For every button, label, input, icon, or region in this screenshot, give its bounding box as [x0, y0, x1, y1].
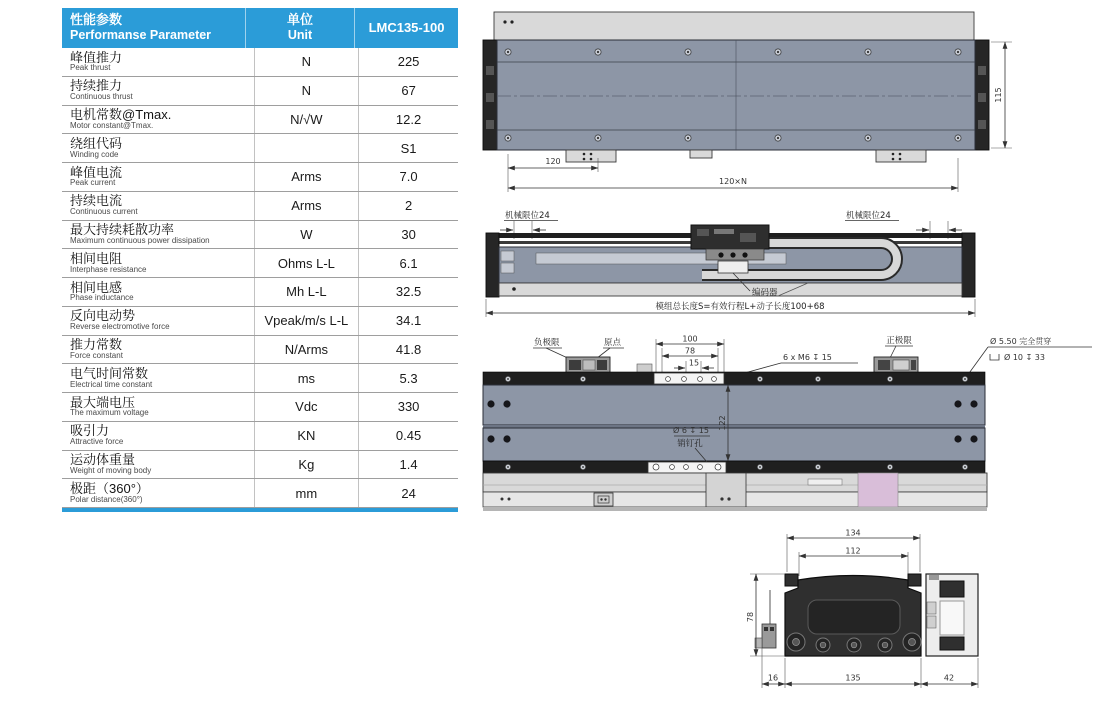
pos-limit-annotation: [885, 335, 913, 358]
param-cn: 相间电阻: [70, 250, 123, 266]
unit-cell: [254, 134, 360, 162]
param-cn: 电气时间常数: [70, 365, 149, 381]
unit-cell: N: [254, 48, 360, 76]
value-cell: 24: [401, 485, 416, 501]
mover-cross-section-shape: [755, 574, 921, 656]
base-assembly-shape: [483, 473, 987, 511]
screw-note: 6 x M6 ↧ 15: [783, 353, 832, 362]
table-row: [62, 106, 458, 135]
header-unit-en: Unit: [287, 28, 313, 43]
table-bottom-accent-bar: [62, 508, 458, 512]
unit-cell: Vpeak/m/s L-L: [254, 307, 360, 335]
param-en: Maximum continuous power dissipation: [70, 235, 210, 245]
dim-122: 122: [718, 415, 727, 431]
through-hole-annotation: [967, 336, 1092, 376]
param-en: Electrical time constant: [70, 379, 153, 389]
end-view-dims-top: [787, 529, 920, 577]
neg-limit-label: 负极限: [534, 338, 560, 348]
unit-cell: N/√W: [254, 106, 360, 134]
pin-hole-label: 销钉孔: [677, 439, 703, 449]
param-cn: 相间电感: [70, 279, 123, 295]
unit-cell: Arms: [254, 192, 360, 220]
unit-cell: mm: [254, 479, 360, 507]
counterbore-note: Ø 10 ↧ 33: [1004, 353, 1045, 362]
table-row: [62, 278, 458, 307]
value-cell: 30: [401, 226, 416, 242]
param-en: Continuous thrust: [70, 92, 133, 102]
header-model: [355, 8, 458, 48]
value-cell: 5.3: [399, 370, 418, 386]
dim-pitch: 120: [545, 157, 561, 166]
spec-table: [62, 8, 458, 512]
value-cell: 330: [397, 399, 420, 415]
header-unit-cn: 单位: [286, 12, 313, 28]
param-cn: 峰值推力: [70, 49, 123, 65]
value-cell: 32.5: [395, 284, 422, 300]
table-row: [62, 192, 458, 221]
dim-112: 112: [845, 546, 861, 556]
value-cell: 2: [404, 198, 413, 214]
header-parameter: [62, 8, 245, 48]
top-view-drawing: [478, 8, 1038, 202]
param-en: Peak current: [70, 178, 116, 188]
neg-limit-annotation: [533, 337, 572, 360]
unit-cell: Ohms L-L: [254, 249, 360, 277]
front-view-drawing: [478, 335, 1102, 517]
param-cn: 运动体重量: [70, 452, 136, 468]
dim-width: 115: [994, 87, 1003, 103]
unit-cell: N: [254, 77, 360, 105]
header-parameter-en: Performanse Parameter: [70, 28, 212, 43]
table-row: [62, 364, 458, 393]
param-cn: 持续推力: [70, 78, 123, 94]
param-cn: 持续电流: [70, 193, 123, 209]
param-cn: 最大端电压: [70, 394, 136, 410]
value-cell: S1: [400, 140, 417, 156]
param-en: Reverse electromotive force: [70, 322, 170, 332]
param-cn: 峰值电流: [70, 164, 123, 180]
limit-sensor-right-shape: [874, 357, 918, 373]
dim-15: 15: [688, 358, 700, 368]
param-en: Polar distance(360°): [70, 494, 143, 504]
param-cn: 电机常数@Tmax.: [70, 107, 172, 123]
spec-table-header: [62, 8, 458, 48]
dim-134: 134: [845, 528, 861, 538]
table-row: [62, 307, 458, 336]
unit-cell: Arms: [254, 163, 360, 191]
pos-limit-label: 正极限: [886, 336, 912, 346]
unit-cell: KN: [254, 422, 360, 450]
front-body-shape: [483, 372, 985, 473]
param-cn: 推力常数: [70, 337, 123, 353]
encoder-label: 编码器: [752, 288, 778, 298]
value-cell: 12.2: [395, 111, 422, 127]
total-length-annotation: [486, 299, 975, 317]
dim-42: 42: [943, 673, 955, 683]
value-cell: 34.1: [395, 313, 422, 329]
pin-hole-note: Ø 6 ↧ 15: [673, 426, 709, 435]
side-view-drawing: [478, 205, 1038, 333]
module-body-shape: [483, 40, 989, 150]
value-cell: 6.1: [399, 255, 418, 271]
header-unit: [245, 8, 355, 48]
counterbore-symbol: [990, 354, 999, 360]
base-plate-shape: [494, 12, 974, 40]
table-row: [62, 134, 458, 163]
value-cell: 67: [401, 83, 416, 99]
unit-cell: N/Arms: [254, 336, 360, 364]
param-en: Force constant: [70, 350, 123, 360]
param-cn: 反向电动势: [70, 308, 136, 324]
param-en: Phase inductance: [70, 293, 134, 303]
param-cn: 吸引力: [70, 423, 110, 439]
cable-carrier-cross-section-shape: [926, 574, 978, 656]
table-row: [62, 48, 458, 77]
table-row: [62, 451, 458, 480]
param-en: Peak thrust: [70, 63, 111, 73]
limit-sensor-left-shape: [566, 357, 610, 373]
dim-16: 16: [767, 673, 779, 683]
value-cell: 1.4: [399, 456, 418, 472]
param-en: Continuous current: [70, 207, 138, 217]
dim-78: 78: [684, 346, 696, 356]
param-en: Weight of moving body: [70, 465, 152, 475]
mech-limit-right-label: 机械限位24: [846, 211, 891, 221]
mounting-tabs-shape: [566, 150, 926, 162]
param-cn: 绕组代码: [70, 135, 123, 151]
end-view-drawing: [726, 518, 996, 702]
table-row: [62, 77, 458, 106]
encoder-shape: [718, 261, 748, 273]
value-cell: 225: [397, 54, 420, 70]
dim-total-length: 120×N: [719, 177, 747, 186]
header-model-label: LMC135-100: [368, 19, 445, 35]
unit-cell: W: [254, 221, 360, 249]
param-cn: 最大持续耗散功率: [70, 222, 175, 238]
through-hole-note: Ø 5.50 完全贯穿: [990, 337, 1052, 346]
mech-limit-left-label: 机械限位24: [505, 211, 550, 221]
table-row: [62, 479, 458, 508]
param-en: Attractive force: [70, 437, 124, 447]
dim-100: 100: [682, 334, 698, 344]
value-cell: 7.0: [399, 169, 418, 185]
param-en: Motor constant@Tmax.: [70, 120, 154, 130]
param-en: The maximum voltage: [70, 408, 149, 418]
top-dimensions: [637, 335, 724, 375]
header-parameter-cn: 性能参数: [70, 12, 123, 28]
total-length-note: 模组总长度S=有效行程L+动子长度100+68: [655, 302, 825, 312]
unit-cell: Mh L-L: [254, 278, 360, 306]
dim-135: 135: [845, 673, 861, 683]
dim-78: 78: [746, 611, 755, 623]
table-row: [62, 249, 458, 278]
param-cn: 极距（360°）: [70, 480, 149, 496]
value-cell: 0.45: [395, 428, 422, 444]
unit-cell: ms: [254, 364, 360, 392]
table-row: [62, 393, 458, 422]
origin-label: 原点: [604, 338, 622, 348]
table-row: [62, 336, 458, 365]
param-en: Interphase resistance: [70, 264, 147, 274]
table-row: [62, 163, 458, 192]
table-row: [62, 221, 458, 250]
unit-cell: Vdc: [254, 393, 360, 421]
unit-cell: Kg: [254, 451, 360, 479]
param-en: Winding code: [70, 149, 119, 159]
value-cell: 41.8: [395, 341, 422, 357]
table-row: [62, 422, 458, 451]
